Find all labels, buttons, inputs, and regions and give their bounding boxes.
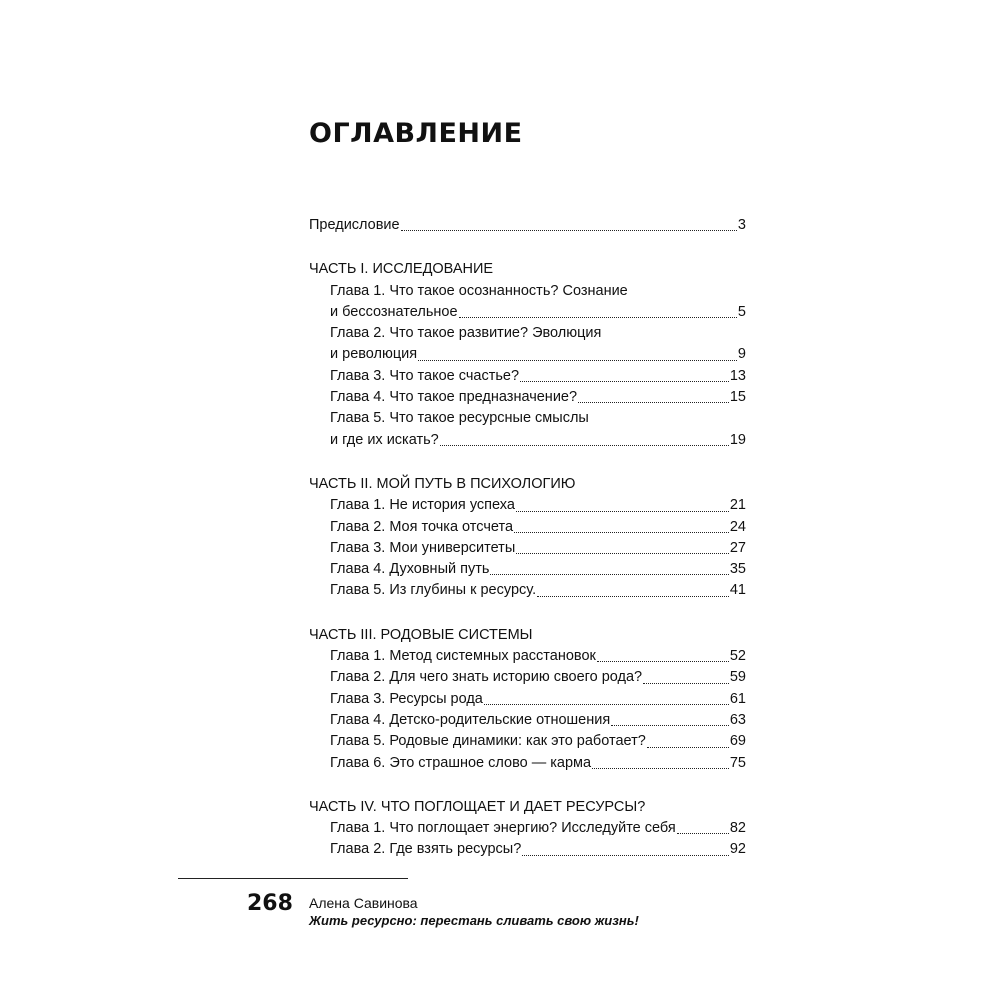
toc-chapter-list — [309, 646, 746, 774]
toc-chapter-title-line: Глава 2. Что такое развитие? Эволюция — [330, 325, 602, 342]
dot-leader — [578, 401, 729, 403]
toc-chapter-page: 21 — [729, 497, 746, 514]
toc-chapter-page: 5 — [737, 303, 746, 320]
toc-chapter-entry — [330, 667, 746, 688]
toc-chapter-entry — [330, 839, 746, 860]
toc-entry-page: 3 — [737, 217, 746, 233]
toc-chapter-row — [330, 667, 746, 688]
toc-chapter-row — [330, 580, 746, 601]
dot-leader — [484, 703, 729, 705]
toc-chapter-title: Глава 2. Для чего знать историю своего рода? — [330, 669, 643, 686]
toc-part-title: ЧАСТЬ III. РОДОВЫЕ СИСТЕМЫ — [309, 626, 533, 643]
toc-chapter-page: 9 — [737, 346, 746, 363]
toc-chapter-row — [330, 366, 746, 387]
toc-chapter-row — [330, 302, 746, 323]
toc-chapter-page: 75 — [729, 754, 746, 771]
dot-leader — [522, 854, 729, 856]
toc-chapter-row — [330, 495, 746, 516]
dot-leader — [490, 573, 728, 575]
toc-chapter-entry — [330, 281, 746, 324]
page-number: 268 — [247, 891, 293, 916]
preface-section — [309, 215, 746, 236]
toc-chapter-title: Глава 1. Что поглощает энергию? Исследуйте себя — [330, 820, 676, 837]
toc-chapter-row — [330, 839, 746, 860]
toc-chapter-row — [330, 344, 746, 365]
toc-chapter-row — [330, 731, 746, 752]
toc-chapter-title: и где их искать? — [330, 431, 439, 448]
book-title: Жить ресурсно: перестань сливать свою жизнь! — [309, 913, 639, 928]
toc-part-title: ЧАСТЬ II. МОЙ ПУТЬ В ПСИХОЛОГИЮ — [309, 475, 576, 492]
toc-chapter-title: Глава 5. Из глубины к ресурсу. — [330, 582, 537, 599]
toc-chapter-row — [330, 646, 746, 667]
toc-chapter-entry — [330, 408, 746, 451]
toc-chapter-list — [309, 818, 746, 861]
toc-chapter-title: Глава 1. Метод системных расстановок — [330, 648, 596, 665]
dot-leader — [592, 767, 729, 769]
toc-chapter-row — [330, 430, 746, 451]
toc-chapter-list — [309, 495, 746, 601]
parts-list — [309, 259, 746, 860]
toc-chapter-entry — [330, 731, 746, 752]
toc-chapter-title: Глава 2. Моя точка отсчета — [330, 518, 514, 535]
toc-chapter-entry — [330, 646, 746, 667]
dot-leader — [643, 682, 729, 684]
toc-chapter-page: 52 — [729, 648, 746, 665]
toc-chapter-page: 61 — [729, 690, 746, 707]
toc-chapter-entry — [330, 710, 746, 731]
toc-chapter-title: Глава 1. Не история успеха — [330, 497, 515, 514]
toc-part-title: ЧАСТЬ IV. ЧТО ПОГЛОЩАЕТ И ДАЕТ РЕСУРСЫ? — [309, 798, 646, 815]
dot-leader — [514, 531, 729, 533]
toc-chapter-title: и бессознательное — [330, 303, 458, 320]
toc-chapter-entry — [330, 753, 746, 774]
toc-chapter-page: 92 — [729, 841, 746, 858]
dot-leader — [440, 444, 729, 446]
toc-chapter-entry — [330, 559, 746, 580]
toc-chapter-entry — [330, 580, 746, 601]
toc-chapter-title: Глава 4. Духовный путь — [330, 561, 490, 578]
author-name: Алена Савинова — [309, 895, 418, 911]
dot-leader — [418, 359, 737, 361]
toc-chapter-page: 35 — [729, 561, 746, 578]
toc-chapter-row — [330, 818, 746, 839]
toc-part — [309, 797, 746, 861]
footer-rule — [178, 878, 408, 879]
table-of-contents — [309, 215, 746, 884]
toc-entry-preface — [309, 215, 746, 236]
toc-chapter-row — [330, 689, 746, 710]
toc-chapter-page: 24 — [729, 518, 746, 535]
toc-chapter-page: 59 — [729, 669, 746, 686]
toc-chapter-title: Глава 3. Что такое счастье? — [330, 367, 520, 384]
toc-chapter-title: Глава 4. Детско-родительские отношения — [330, 711, 611, 728]
toc-part-title: ЧАСТЬ I. ИССЛЕДОВАНИЕ — [309, 261, 494, 278]
toc-chapter-row — [330, 753, 746, 774]
toc-chapter-page: 27 — [729, 539, 746, 556]
dot-leader — [459, 316, 737, 318]
toc-chapter-title: Глава 2. Где взять ресурсы? — [330, 841, 522, 858]
toc-chapter-title: Глава 3. Ресурсы рода — [330, 690, 483, 707]
toc-entry-label: Предисловие — [309, 217, 400, 233]
toc-chapter-entry — [330, 323, 746, 366]
toc-chapter-entry — [330, 387, 746, 408]
toc-chapter-entry — [330, 517, 746, 538]
toc-chapter-entry — [330, 689, 746, 710]
toc-chapter-list — [309, 281, 746, 451]
toc-chapter-page: 41 — [729, 582, 746, 599]
toc-chapter-row — [330, 559, 746, 580]
toc-chapter-entry — [330, 366, 746, 387]
dot-leader — [516, 510, 729, 512]
toc-chapter-row — [330, 387, 746, 408]
toc-chapter-row — [330, 538, 746, 559]
toc-chapter-page: 63 — [729, 711, 746, 728]
toc-chapter-entry — [330, 495, 746, 516]
toc-part — [309, 625, 746, 774]
toc-chapter-row — [330, 710, 746, 731]
toc-chapter-title: Глава 6. Это страшное слово — карма — [330, 754, 592, 771]
toc-chapter-title: Глава 5. Родовые динамики: как это работает? — [330, 733, 646, 750]
toc-part — [309, 474, 746, 602]
dot-leader — [611, 724, 729, 726]
dot-leader — [516, 552, 729, 554]
dot-leader — [597, 660, 729, 662]
toc-chapter-title-line: Глава 5. Что такое ресурсные смыслы — [330, 410, 589, 427]
toc-chapter-title-line: Глава 1. Что такое осознанность? Сознание — [330, 282, 628, 299]
toc-chapter-page: 13 — [729, 367, 746, 384]
toc-chapter-row — [330, 517, 746, 538]
page-title: ОГЛАВЛЕНИЕ — [309, 118, 523, 149]
dot-leader — [401, 229, 737, 231]
toc-chapter-page: 19 — [729, 431, 746, 448]
toc-chapter-page: 82 — [729, 820, 746, 837]
toc-chapter-entry — [330, 818, 746, 839]
toc-chapter-title: Глава 4. Что такое предназначение? — [330, 389, 578, 406]
toc-chapter-entry — [330, 538, 746, 559]
dot-leader — [520, 380, 729, 382]
toc-chapter-page: 69 — [729, 733, 746, 750]
toc-chapter-title: Глава 3. Мои университеты — [330, 539, 516, 556]
dot-leader — [537, 595, 729, 597]
dot-leader — [677, 832, 729, 834]
toc-chapter-page: 15 — [729, 389, 746, 406]
toc-chapter-title: и революция — [330, 346, 418, 363]
toc-part — [309, 259, 746, 451]
dot-leader — [647, 746, 729, 748]
